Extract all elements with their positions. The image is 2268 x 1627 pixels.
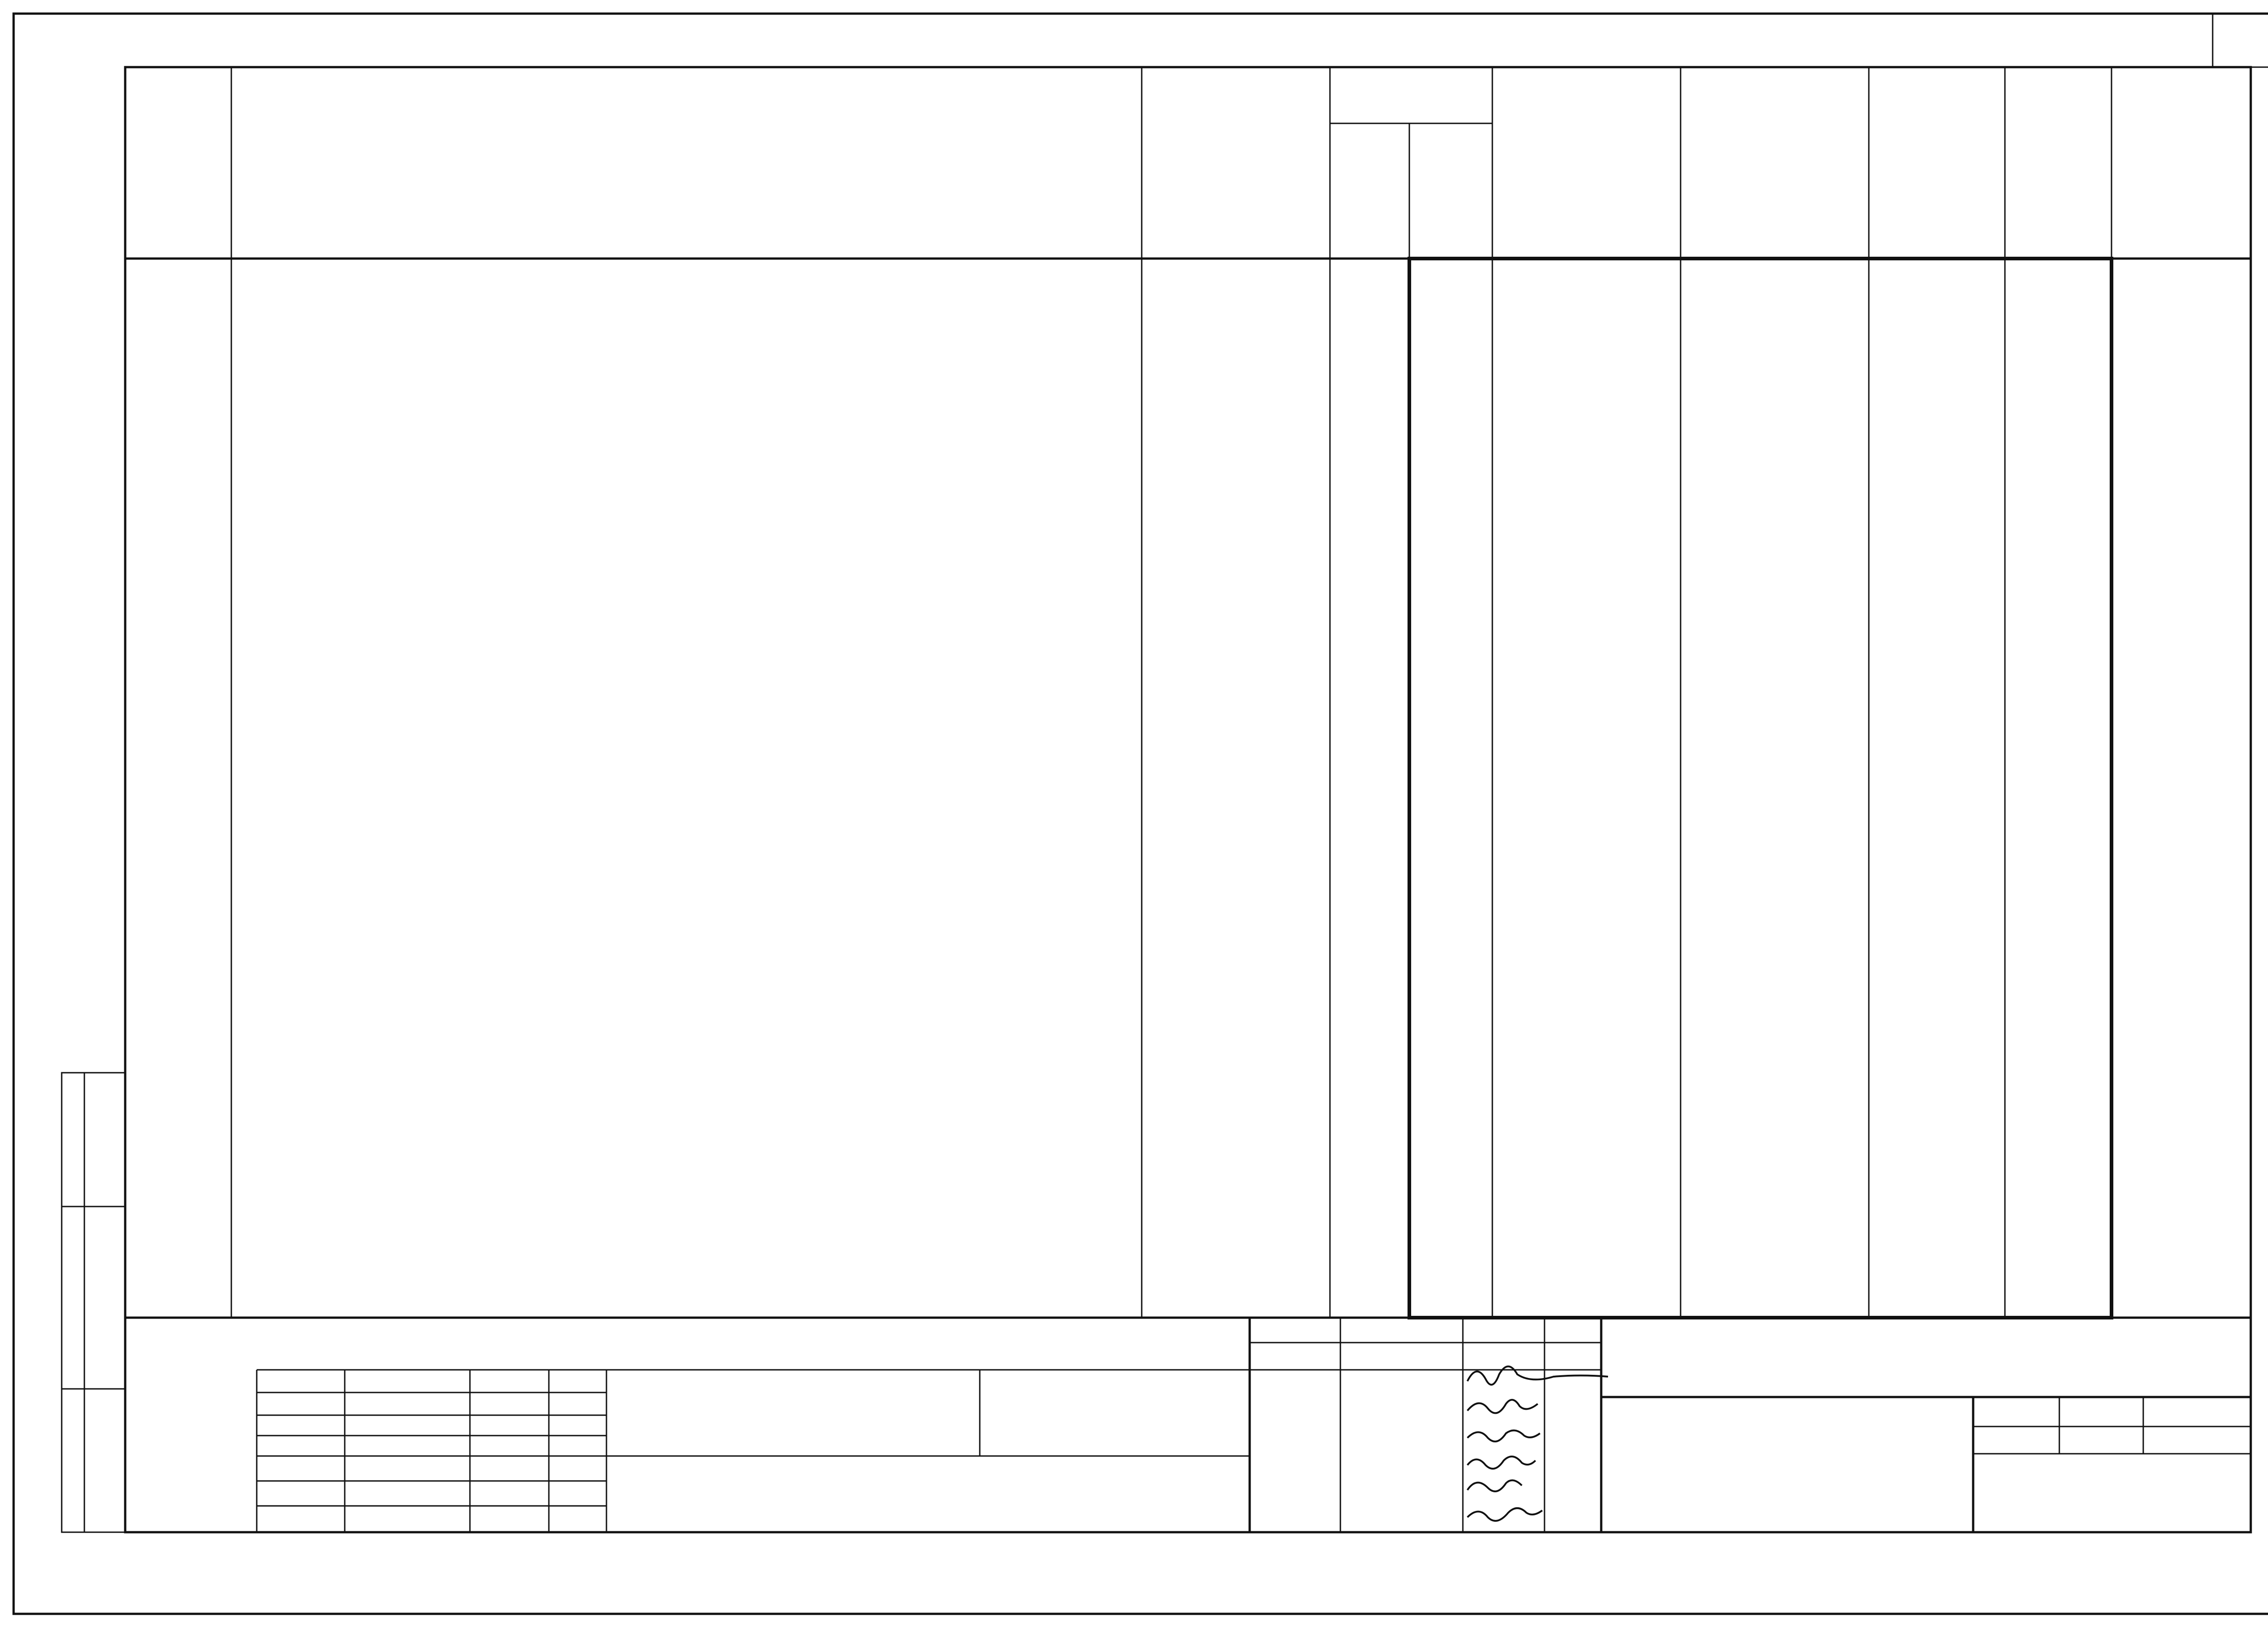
title-block (257, 1318, 2251, 1532)
thick-column-box (1409, 259, 2112, 1318)
handwritten-signatures (1467, 1367, 1608, 1521)
outer-frame (14, 14, 2268, 1614)
side-stamp-strip (62, 1073, 125, 1532)
column-lines (231, 67, 2112, 1318)
table-frame (125, 67, 2251, 1532)
